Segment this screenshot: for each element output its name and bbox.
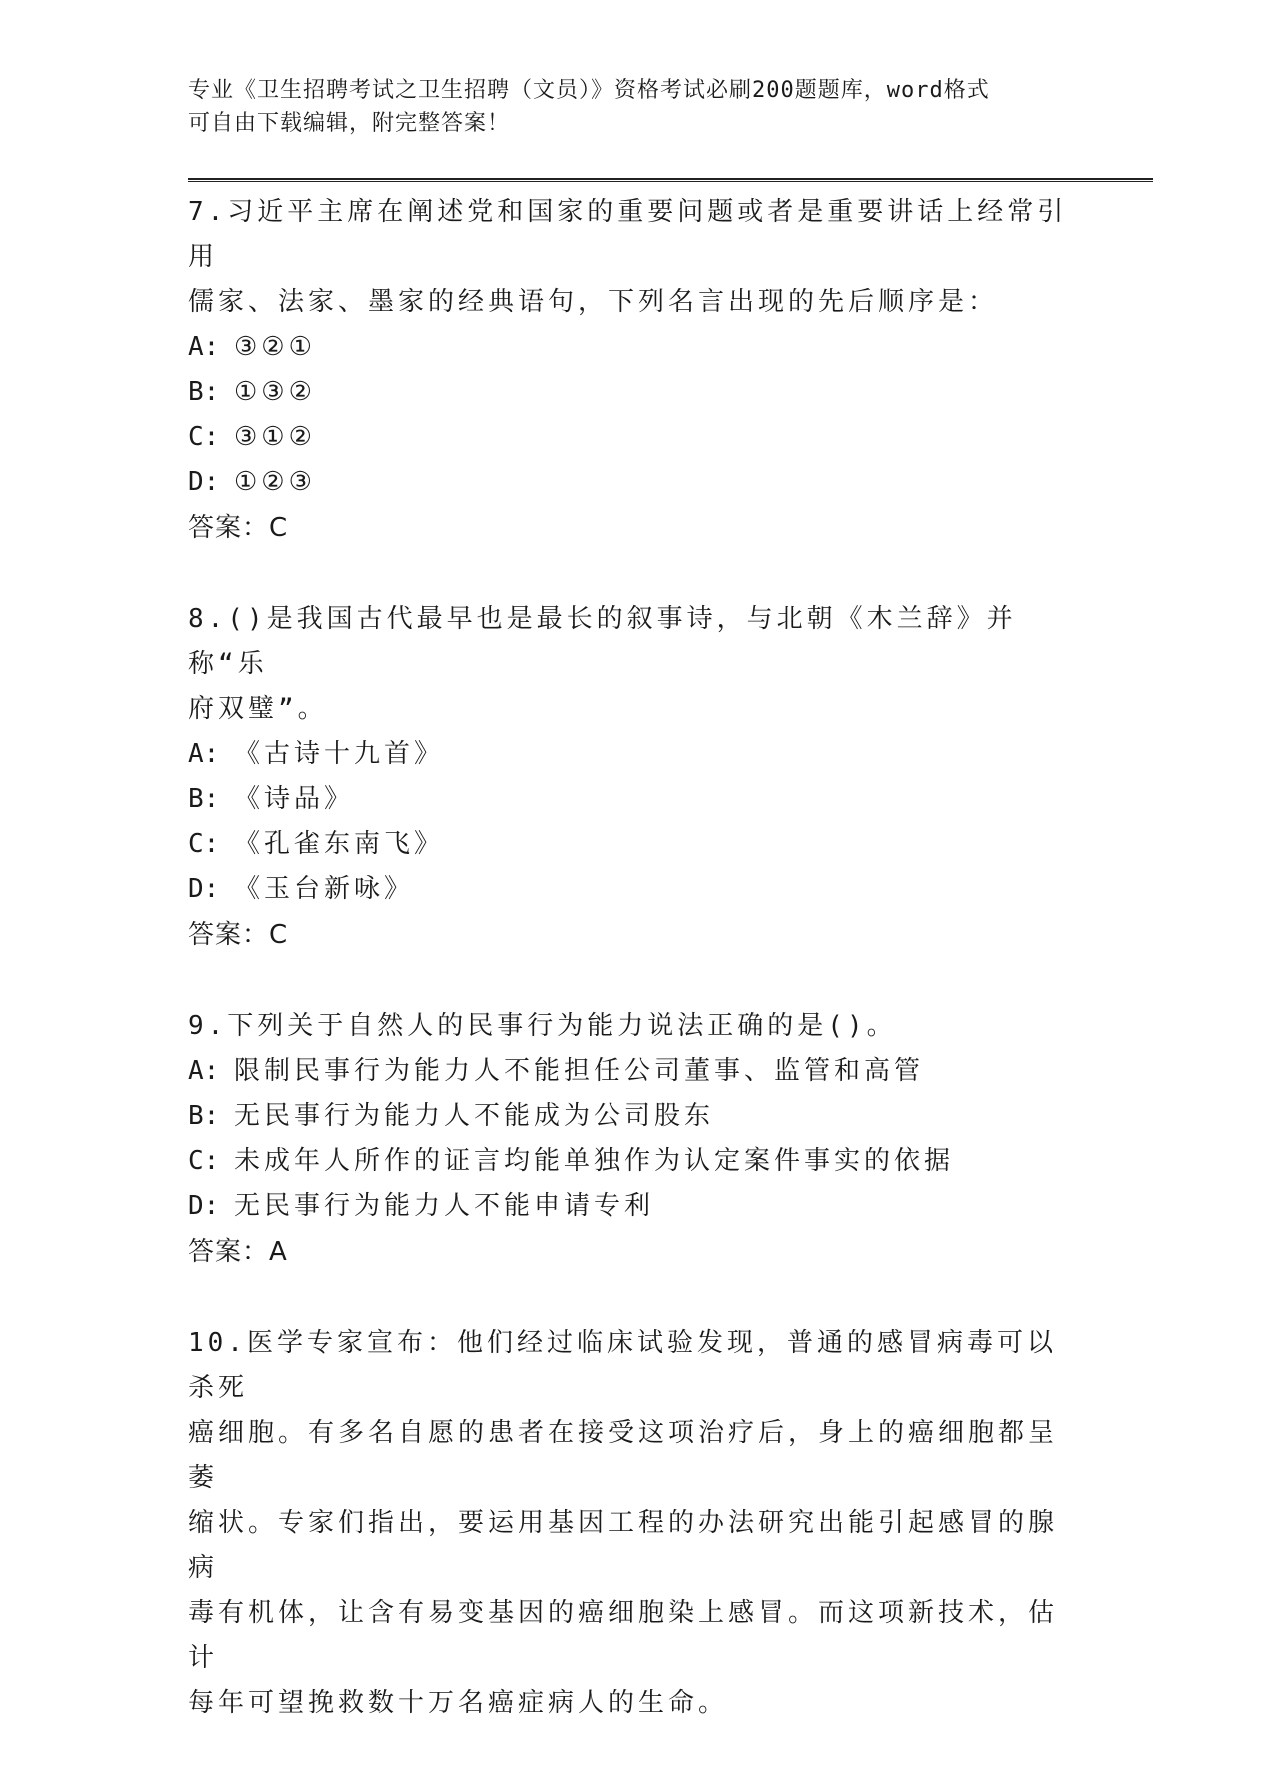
option-letter: B: (188, 784, 220, 814)
question-text (188, 1321, 1078, 1726)
option-b (188, 777, 1078, 822)
option-letter: C: (188, 422, 220, 452)
question-8 (188, 597, 1078, 958)
option-c (188, 415, 1078, 460)
option-a (188, 732, 1078, 777)
question-text (188, 1004, 1078, 1049)
question-text (188, 597, 1078, 732)
option-letter: B: (188, 377, 220, 407)
answer-label: 答案：C (188, 920, 289, 950)
question-text (188, 190, 1078, 325)
option-text: 《古诗十九首》 (234, 739, 445, 769)
option-letter: D: (188, 874, 220, 904)
option-letter: A: (188, 332, 220, 362)
option-text: 《玉台新咏》 (234, 874, 415, 904)
question-text-line: 10.医学专家宣布：他们经过临床试验发现，普通的感冒病毒可以杀死 (188, 1328, 1057, 1403)
option-letter: B: (188, 1101, 220, 1131)
option-b (188, 1094, 1078, 1139)
option-text: ①②③ (234, 467, 316, 497)
option-letter: D: (188, 1191, 220, 1221)
option-text: 无民事行为能力人不能申请专利 (234, 1191, 655, 1221)
question-text-line: 府双璧”。 (188, 694, 328, 724)
option-letter: D: (188, 467, 220, 497)
option-text: ①③② (234, 377, 316, 407)
header-divider (188, 178, 1153, 182)
question-text-line: 缩状。专家们指出，要运用基因工程的办法研究出能引起感冒的腺病 (188, 1508, 1059, 1583)
option-text: 《孔雀东南飞》 (234, 829, 445, 859)
answer-label: 答案：C (188, 513, 289, 543)
option-a (188, 325, 1078, 370)
answer-label: 答案：A (188, 1237, 288, 1267)
option-letter: A: (188, 1056, 220, 1086)
header-line-1: 专业《卫生招聘考试之卫生招聘（文员）》资格考试必刷200题题库，word格式 (188, 78, 990, 103)
question-10 (188, 1321, 1078, 1726)
question-7 (188, 190, 1078, 551)
question-text-line: 8.()是我国古代最早也是最长的叙事诗，与北朝《木兰辞》并称“乐 (188, 604, 1017, 679)
option-c (188, 1139, 1078, 1184)
document-header (188, 74, 1068, 140)
option-text: ③②① (234, 332, 316, 362)
option-a (188, 1049, 1078, 1094)
question-list (188, 190, 1078, 1772)
option-letter: A: (188, 739, 220, 769)
option-letter: C: (188, 829, 220, 859)
option-text: ③①② (234, 422, 316, 452)
question-text-line: 儒家、法家、墨家的经典语句，下列名言出现的先后顺序是： (188, 287, 999, 317)
option-text: 无民事行为能力人不能成为公司股东 (234, 1101, 715, 1131)
question-text-line: 7.习近平主席在阐述党和国家的重要问题或者是重要讲话上经常引用 (188, 197, 1068, 272)
question-text-line: 9.下列关于自然人的民事行为能力说法正确的是()。 (188, 1011, 897, 1041)
question-text-line: 每年可望挽救数十万名癌症病人的生命。 (188, 1688, 729, 1718)
option-d (188, 1184, 1078, 1229)
option-d (188, 460, 1078, 505)
header-line-2: 可自由下载编辑，附完整答案！ (188, 111, 511, 136)
option-c (188, 822, 1078, 867)
question-9 (188, 1004, 1078, 1275)
option-text: 未成年人所作的证言均能单独作为认定案件事实的依据 (234, 1146, 955, 1176)
question-text-line: 毒有机体，让含有易变基因的癌细胞染上感冒。而这项新技术，估计 (188, 1598, 1059, 1673)
option-b (188, 370, 1078, 415)
option-text: 《诗品》 (234, 784, 355, 814)
option-text: 限制民事行为能力人不能担任公司董事、监管和高管 (234, 1056, 925, 1086)
option-letter: C: (188, 1146, 220, 1176)
option-d (188, 867, 1078, 912)
question-text-line: 癌细胞。有多名自愿的患者在接受这项治疗后，身上的癌细胞都呈萎 (188, 1418, 1059, 1493)
